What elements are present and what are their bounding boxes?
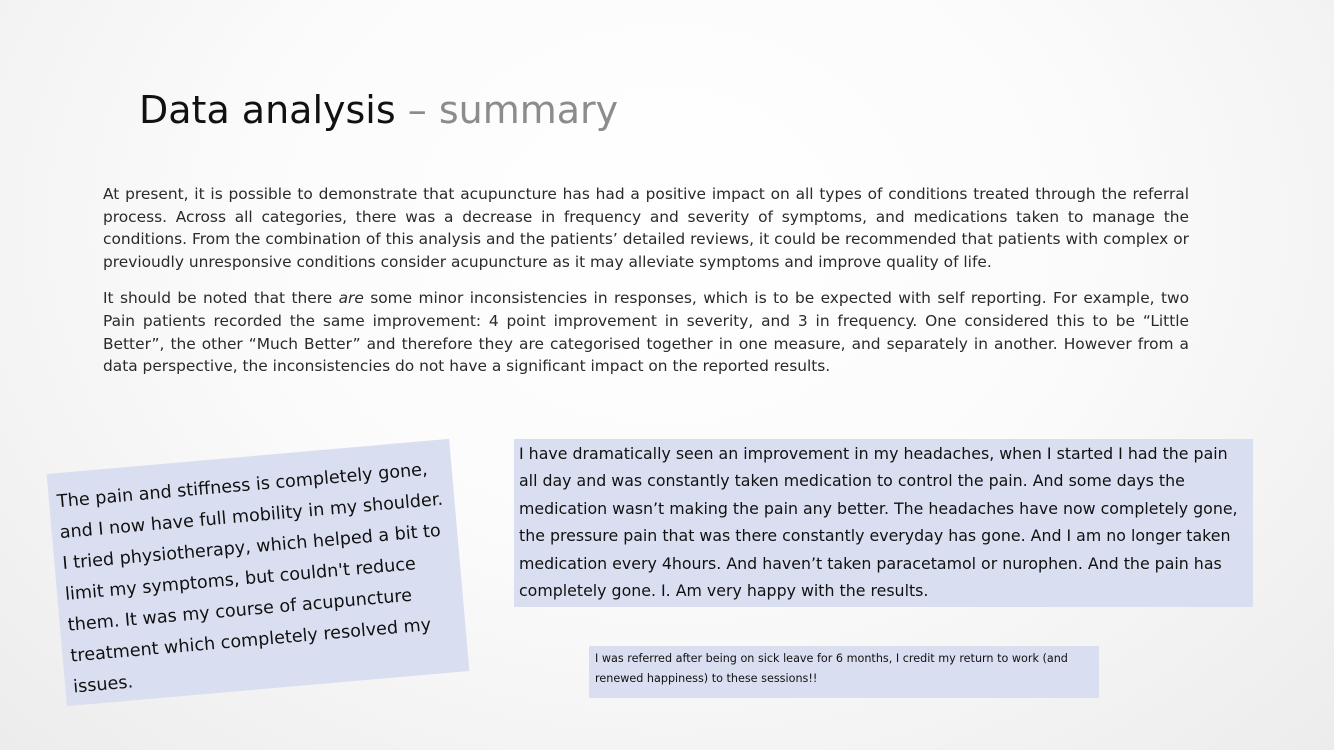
paragraph-2-after: some minor inconsistencies in responses, which is to be expected with self reporting. For example, two Pain patients recorded the same improvement: 4 point improvement in severity, and 3 in frequency. One considered this to be “Little Better”, the other “Much Better” and therefore they are categorised together in one measure, and separately in another. However from a data perspective, the inconsistencies do not have a significant impact on the reported results.: [103, 289, 1190, 376]
title-separator: –: [395, 88, 439, 132]
summary-paragraph-2: [103, 287, 1189, 377]
testimonial-sick-leave: I was referred after being on sick leave for 6 months, I credit my return to work (and renewed happiness) to these sessions!!: [589, 646, 1099, 698]
paragraph-2-before: It should be noted that there: [103, 289, 339, 308]
summary-body: [103, 183, 1189, 392]
testimonial-shoulder: The pain and stiffness is completely gone, and I now have full mobility in my shoulder. I tried physiotherapy, which helped a bit to limit my symptoms, but couldn't reduce them. It was my course of acupuncture treatment which completely resolved my issues.: [47, 439, 470, 706]
testimonial-headaches: I have dramatically seen an improvement in my headaches, when I started I had the pain all day and was constantly taken medication to control the pain. And some days the medication wasn’t making the pain any better. The headaches have now completely gone, the pressure pain that was there constantly everyday has gone. And I am no longer taken medication every 4hours. And haven’t taken paracetamol or nurophen. And the pain has completely gone. I. Am very happy with the results.: [514, 439, 1253, 607]
title-subtitle: summary: [438, 88, 619, 132]
summary-paragraph-1: At present, it is possible to demonstrate that acupuncture has had a positive impact on all types of conditions treated through the referral process. Across all categories, there was a decrease in frequency and severity of symptoms, and medications taken to manage the conditions. From the combination of this analysis and the patients’ detailed reviews, it could be recommended that patients with complex or previoudly unresponsive conditions consider acupuncture as it may alleviate symptoms and improve quality of life.: [103, 185, 1189, 271]
slide-title: [139, 84, 618, 136]
title-main: Data analysis: [139, 88, 396, 132]
paragraph-2-emphasis: are: [338, 289, 364, 308]
